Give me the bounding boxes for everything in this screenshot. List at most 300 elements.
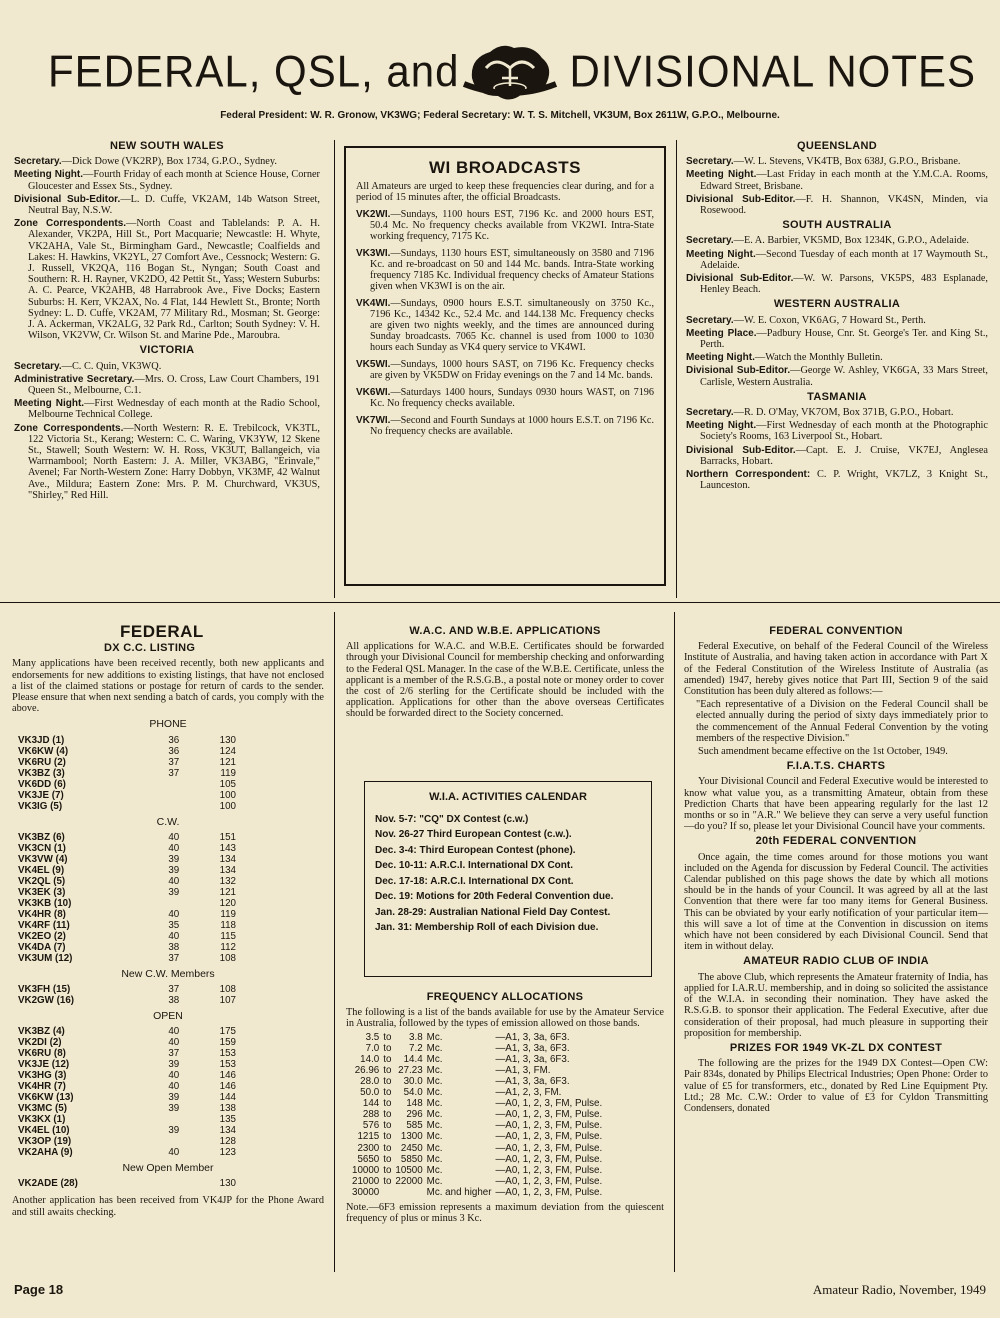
freq-heading: FREQUENCY ALLOCATIONS [426, 991, 584, 1003]
callsign-cell: VK4DA (7) [18, 941, 66, 953]
emission-cell: —A1, 3, 3a, 6F3. [495, 1053, 570, 1065]
wi-broadcasts-title: WI BROADCASTS [429, 158, 581, 177]
total-cell: 153 [219, 1059, 236, 1071]
freq-to-cell: 3.8 [409, 1031, 423, 1043]
countries-cell: 40 [168, 842, 180, 854]
total-cell: 119 [220, 908, 236, 920]
countries-cell: 35 [168, 919, 180, 931]
calendar-item: Nov. 5-7: "CQ" DX Contest (c.w.) [375, 813, 529, 825]
emission-cell: —A0, 1, 2, 3, FM, Pulse. [495, 1142, 603, 1154]
freq-from-cell: 10000 [352, 1164, 380, 1176]
total-cell: 134 [219, 864, 236, 876]
callsign-cell: VK2QL (5) [18, 875, 66, 887]
freq-unit-cell: Mc. [426, 1164, 443, 1176]
table-row [18, 1136, 236, 1147]
total-cell: 119 [220, 767, 236, 779]
callsign-cell: VK3OP (19) [18, 1136, 72, 1148]
table-row [18, 746, 236, 757]
countries-cell: 37 [168, 756, 180, 768]
freq-unit-cell: Mc. [426, 1031, 443, 1043]
table-row [350, 1043, 604, 1054]
countries-cell [122, 898, 179, 909]
total-cell: 123 [219, 1147, 236, 1159]
callsign-cell: VK3EK (3) [18, 886, 66, 898]
cw-heading: C.W. [156, 815, 180, 828]
freq-to-cell: 2450 [400, 1142, 423, 1154]
wac-text: All applications for W.A.C. and W.B.E. Certificates should be forwarded through your Divisional Council for membership checking and onforwarding to the Federal QSL Manager. In the case of the W.B.E. Certificate, unless the applicant is a member of the R.S.G.B., a postal note or money order to cover the cost of 2/6 sterling for the Certificate should be included with the application. Applications for other than the above overseas Certificates should be forwarded direct to the Society concerned. [346, 641, 664, 720]
table-row [350, 1165, 604, 1176]
wa-meeting: Meeting Night.—Watch the Monthly Bulletin. [686, 352, 883, 364]
freq-from-cell: 3.5 [365, 1031, 380, 1043]
freq-to-word: to [383, 1142, 392, 1154]
nsw-editor: Divisional Sub-Editor.—L. D. Cuffe, VK2AM, 14b Watson Street, Neutral Bay, N.S.W. [14, 193, 320, 217]
table-row [18, 1092, 236, 1103]
convention-p1: Federal Executive, on behalf of the Federal Council of the Wireless Institute of Australia, and having taken action in accordance with Part X of the Federal Constitution of the Wireless Institute of Australia (as amended) 1947, hereby gives notice that Part III, Section 9 of the said Constitution has been duly altered as follows:— [684, 641, 988, 698]
emission-cell: —A0, 1, 2, 3, FM, Pulse. [495, 1120, 603, 1132]
total-cell: 146 [219, 1070, 236, 1082]
countries-cell: 40 [168, 930, 180, 942]
table-row [350, 1076, 604, 1087]
open-listing-table [18, 1026, 236, 1158]
calendar-item: Jan. 28-29: Australian National Field Day Contest. [375, 906, 611, 918]
issue-line: Amateur Radio, November, 1949 [812, 1282, 986, 1297]
new-open-heading: New Open Member [122, 1162, 214, 1175]
freq-from-cell: 26.96 [354, 1064, 380, 1076]
total-cell: 134 [219, 1125, 236, 1137]
right-top-column [686, 137, 988, 493]
freq-from-cell: 14.0 [360, 1053, 380, 1065]
freq-from-cell: 576 [362, 1120, 380, 1132]
section-divider [0, 602, 1000, 603]
table-row [18, 768, 236, 779]
freq-from-cell: 288 [362, 1109, 380, 1121]
total-cell: 132 [219, 875, 236, 887]
table-row [350, 1087, 604, 1098]
nsw-zones: Zone Correspondents.—North Coast and Tablelands: P. A. H. Alexander, VK2PA, Hill St., Port Macquarie; Newcastle: H. Whyte, VK2AHA, Vale St., Birmingham Gard., Newcastle; Coalfields and Lakes: H. Hawkins, VK2YL, 27 Comfort Ave., Cessnock; Western: G. J. Russell, VK2QA, 116 Bogan St., Nyngan; South Coast and Southern: R. H. Rayner, VK2DO, 42 Pettit St., Yass; Western Suburbs: A. C. Pearce, VK2AHB, 48 Harrabrook Ave., Five Docks; Eastern Suburbs: H. Kerr, VK2AX, No. 4 Flat, 144 Hewlett St., Bronte; North Sydney: L. D. Cuffe, VK2AM, 77 Military Rd., Mosman; St. George: J. A. Ackerman, VK2ALG, 32 Park Rd., Carlton; South Sydney: V. H. Wilson, VK2VW, Cr. Wilson St. and Marine Pde., Maroubra. [14, 218, 320, 342]
callsign-cell: VK2EO (2) [18, 930, 66, 942]
wa-place: Meeting Place.—Padbury House, Cnr. St. George's Ter. and King St., Perth. [686, 327, 988, 351]
callsign-cell: VK3CN (1) [18, 842, 66, 854]
callsign-cell: VK6RU (8) [18, 1048, 66, 1060]
freq-unit-cell: Mc. [426, 1042, 443, 1054]
total-cell: 159 [219, 1037, 236, 1049]
freq-unit-cell: Mc. [426, 1109, 443, 1121]
freq-unit-cell: Mc. [426, 1120, 443, 1132]
sa-secretary: Secretary.—E. A. Barbier, VK5MD, Box 1234K, G.P.O., Adelaide. [686, 235, 969, 247]
nsw-secretary: Secretary.—Dick Dowe (VK2RP), Box 1734, G.P.O., Sydney. [14, 156, 277, 168]
convention-quote: "Each representative of a Division on the Federal Council shall be elected annually during the period of sixty days immediately prior to the commencement of the Annual Federal Convention by the voting members of the respective Division." [696, 699, 988, 744]
table-row [350, 1143, 604, 1154]
table-row [18, 1103, 236, 1114]
freq-to-cell: 14.4 [403, 1053, 423, 1065]
table-row [18, 931, 236, 942]
total-cell: 130 [219, 1178, 236, 1190]
countries-cell: 38 [168, 995, 180, 1007]
countries-cell: 37 [168, 767, 180, 779]
table-row [18, 1178, 236, 1189]
freq-to-word: to [383, 1064, 392, 1076]
table-row [350, 1098, 604, 1109]
vic-secretary: Secretary.—C. C. Quin, VK3WQ. [14, 360, 162, 372]
total-cell: 100 [219, 800, 236, 812]
freq-to-word: to [383, 1120, 392, 1132]
countries-cell: 37 [168, 984, 180, 996]
countries-cell [122, 801, 179, 812]
callsign-cell: VK2AHA (9) [18, 1147, 73, 1159]
total-cell: 107 [219, 995, 236, 1007]
table-row [18, 865, 236, 876]
freq-to-cell: 1300 [400, 1131, 423, 1143]
table-row [350, 1131, 604, 1142]
vic-admin: Administrative Secretary.—Mrs. O. Cross, Law Court Chambers, 191 Queen St., Melbourne, C.1. [14, 373, 320, 397]
countries-cell: 39 [168, 1092, 180, 1104]
table-row [18, 942, 236, 953]
table-row [18, 898, 236, 909]
table-row [18, 953, 236, 964]
calendar-item: Jan. 31: Membership Roll of each Division due. [375, 922, 599, 933]
callsign-cell: VK3VW (4) [18, 853, 68, 865]
table-row [18, 1026, 236, 1037]
phone-heading: PHONE [149, 718, 187, 731]
wi-broadcasts-intro: All Amateurs are urged to keep these frequencies clear during, and for a period of 15 minutes after, the official Broadcasts. [356, 181, 654, 203]
fiats-text: Your Divisional Council and Federal Executive would be interested to know what value you, as a transmitting Amateur, obtain from these Prediction Charts that have been appearing regularly for the last 12 months or so in "A.R." We believe they can serve a very useful function—do you? If so, please let your Divisional Council have your comments. [684, 776, 988, 833]
freq-to-word: to [383, 1087, 392, 1099]
table-row [18, 920, 236, 931]
countries-cell [122, 790, 179, 801]
total-cell: 105 [219, 778, 236, 790]
emission-cell: —A1, 3, 3a, 6F3. [495, 1031, 570, 1043]
calendar-item: Nov. 26-27 Third European Contest (c.w.). [375, 829, 572, 840]
broadcast-vk2wi: VK2WI.—Sundays, 1100 hours EST, 7196 Kc. and 2000 hours EST, 50.4 Mc. No frequency checks available from VK2WI. Intra-State working frequency, 7175 Kc. [356, 209, 654, 242]
callsign-cell: VK3MC (5) [18, 1103, 67, 1115]
qld-secretary: Secretary.—W. L. Stevens, VK4TB, Box 638J, G.P.O., Brisbane. [686, 156, 961, 168]
countries-cell: 39 [168, 886, 180, 898]
freq-to-cell: 585 [406, 1120, 423, 1132]
countries-cell: 40 [168, 1147, 180, 1159]
india-heading: AMATEUR RADIO CLUB OF INDIA [743, 955, 929, 968]
phone-listing-table [18, 735, 236, 812]
convention-p2: Such amendment became effective on the 1st October, 1949. [698, 746, 948, 758]
freq-to-word: to [383, 1131, 392, 1143]
conv20-heading: 20th FEDERAL CONVENTION [755, 835, 917, 848]
freq-from-cell: 7.0 [365, 1042, 380, 1054]
total-cell: 135 [219, 1114, 236, 1126]
emission-cell: —A1, 3, 3a, 6F3. [495, 1075, 570, 1087]
table-row [18, 1048, 236, 1059]
tas-meeting: Meeting Night.—First Wednesday of each month at the Photographic Society's Rooms, 163 Liverpool St., Hobart. [686, 420, 988, 443]
freq-from-cell: 30000 [352, 1186, 380, 1198]
total-cell: 121 [219, 756, 236, 768]
countries-cell: 40 [168, 1070, 180, 1082]
broadcast-vk5wi: VK5WI.—Sundays, 1000 hours SAST, on 7196 Kc. Frequency checks are given by VK5DW on Friday evenings on the 7 and 14 Mc. bands. [356, 359, 654, 381]
callsign-cell: VK3BZ (3) [18, 767, 65, 779]
countries-cell: 36 [168, 734, 180, 746]
table-row [18, 1125, 236, 1136]
wac-heading: W.A.C. AND W.B.E. APPLICATIONS [409, 625, 601, 637]
new-cw-heading: New C.W. Members [121, 967, 215, 980]
table-row [18, 790, 236, 801]
countries-cell: 36 [168, 745, 180, 757]
new-open-table [18, 1178, 236, 1189]
freq-unit-cell: Mc. [426, 1098, 443, 1110]
freq-to-word: to [383, 1153, 392, 1165]
tas-editor: Divisional Sub-Editor.—Capt. E. J. Cruise, VK7EJ, Anglesea Barracks, Hobart. [686, 444, 988, 467]
qld-meeting: Meeting Night.—Last Friday in each month at the Y.M.C.A. Rooms, Edward Street, Brisbane. [686, 169, 989, 192]
total-cell: 144 [219, 1092, 236, 1104]
qld-heading: QUEENSLAND [796, 140, 877, 152]
table-row [18, 735, 236, 746]
countries-cell: 40 [168, 908, 180, 920]
calendar-item: Dec. 10-11: A.R.C.I. International DX Cont. [375, 860, 573, 871]
freq-intro: The following is a list of the bands available for use by the Amateur Service in Australia, followed by the types of emission allowed on those bands. [346, 1007, 664, 1030]
table-row [18, 887, 236, 898]
callsign-cell: VK4EL (10) [18, 1125, 70, 1137]
callsign-cell: VK2DI (2) [18, 1037, 62, 1049]
freq-from-cell: 21000 [352, 1175, 380, 1187]
freq-from-cell: 1215 [357, 1131, 380, 1143]
column-rule-top-left [334, 140, 335, 598]
countries-cell: 39 [168, 1103, 180, 1115]
freq-to-cell: 7.2 [409, 1042, 423, 1054]
total-cell: 175 [219, 1026, 236, 1038]
total-cell: 108 [219, 952, 236, 964]
calendar-title: W.I.A. ACTIVITIES CALENDAR [429, 791, 587, 803]
callsign-cell: VK3JD (1) [18, 734, 65, 746]
callsign-cell: VK3BZ (6) [18, 831, 65, 843]
table-row [18, 1059, 236, 1070]
freq-unit-cell: Mc. and higher [426, 1186, 492, 1198]
callsign-cell: VK6KW (13) [18, 1092, 74, 1104]
federal-heading: FEDERAL [120, 622, 204, 641]
freq-unit-cell: Mc. [426, 1153, 443, 1165]
total-cell: 146 [219, 1081, 236, 1093]
total-cell: 134 [219, 853, 236, 865]
freq-unit-cell: Mc. [426, 1075, 443, 1087]
countries-cell: 39 [168, 1125, 180, 1137]
wia-emblem-icon [462, 38, 558, 108]
total-cell: 151 [219, 831, 236, 843]
broadcast-vk4wi: VK4WI.—Sundays, 0900 hours E.S.T. simultaneously on 3750 Kc., 7196 Kc., 14342 Kc., 52.4 Mc. and 144.138 Mc. Frequency checks are given two nights weekly, and the times are announced during Sunday broadcasts. 7065 Kc. channel is used from 1000 to 1030 hours each Sunday as VK4 query service to VK4WI. [356, 298, 654, 353]
table-row [18, 1147, 236, 1158]
table-row [18, 876, 236, 887]
total-cell: 138 [219, 1103, 236, 1115]
tas-northern: Northern Correspondent: C. P. Wright, VK7LZ, 3 Knight St., Launceston. [686, 469, 988, 492]
countries-cell: 37 [168, 952, 180, 964]
emission-cell: —A0, 1, 2, 3, FM, Pulse. [495, 1186, 603, 1198]
calendar-item: Dec. 3-4: Third European Contest (phone). [375, 844, 576, 856]
countries-cell: 39 [168, 853, 180, 865]
prizes-heading: PRIZES FOR 1949 VK-ZL DX CONTEST [729, 1041, 943, 1054]
emission-cell: —A0, 1, 2, 3, FM, Pulse. [495, 1131, 603, 1143]
masthead [14, 40, 986, 112]
callsign-cell: VK4RF (11) [18, 919, 70, 931]
freq-from-cell: 28.0 [360, 1075, 380, 1087]
freq-to-word: to [383, 1109, 392, 1121]
freq-to-cell: 10500 [395, 1164, 423, 1176]
tas-heading: TASMANIA [807, 390, 867, 403]
wa-editor: Divisional Sub-Editor.—George W. Ashley, VK6GA, 33 Mars Street, Carlisle, Western Australia. [686, 365, 988, 388]
total-cell: 100 [219, 789, 236, 801]
table-row [18, 1070, 236, 1081]
table-row [18, 995, 236, 1006]
callsign-cell: VK4EL (9) [18, 864, 65, 876]
table-row [350, 1154, 604, 1165]
freq-to-word: to [383, 1098, 392, 1110]
nsw-heading: NEW SOUTH WALES [110, 140, 224, 152]
callsign-cell: VK3KB (10) [18, 897, 72, 909]
callsign-cell: VK3JE (7) [18, 789, 64, 801]
table-row [18, 801, 236, 812]
calendar-item: Dec. 19: Motions for 20th Federal Convention due. [375, 891, 614, 902]
freq-from-cell: 50.0 [360, 1087, 380, 1099]
federal-column [12, 608, 324, 1220]
countries-cell [122, 779, 179, 790]
freq-to-cell: 22000 [395, 1175, 423, 1187]
callsign-cell: VK3HG (3) [18, 1070, 67, 1082]
freq-to-cell: 30.0 [403, 1075, 423, 1087]
callsign-cell: VK3IG (5) [18, 800, 63, 812]
countries-cell: 38 [168, 941, 180, 953]
callsign-cell: VK6KW (4) [18, 745, 69, 757]
table-row [18, 909, 236, 920]
sa-meeting: Meeting Night.—Second Tuesday of each month at 17 Waymouth St., Adelaide. [686, 248, 988, 271]
callsign-cell: VK3BZ (4) [18, 1026, 65, 1038]
total-cell: 120 [219, 897, 236, 909]
table-row [350, 1032, 604, 1043]
callsign-cell: VK3KX (1) [18, 1114, 66, 1126]
countries-cell: 40 [168, 875, 180, 887]
freq-unit-cell: Mc. [426, 1175, 443, 1187]
table-row [18, 757, 236, 768]
vic-heading: VICTORIA [139, 344, 195, 357]
callsign-cell: VK4HR (8) [18, 908, 66, 920]
cw-listing-table [18, 832, 236, 964]
countries-cell: 39 [168, 1059, 180, 1071]
table-row [350, 1109, 604, 1120]
freq-to-cell: 148 [406, 1098, 423, 1110]
total-cell: 121 [219, 886, 236, 898]
emission-cell: —A0, 1, 2, 3, FM, Pulse. [495, 1153, 603, 1165]
federal-officers-line: Federal President: W. R. Gronow, VK3WG; Federal Secretary: W. T. S. Mitchell, VK3UM, Box 2611W, G.P.O., Melbourne. [220, 110, 780, 121]
total-cell: 108 [219, 984, 236, 996]
right-bottom-column [684, 626, 988, 1116]
freq-to-word [381, 1187, 393, 1198]
broadcast-vk6wi: VK6WI.—Saturdays 1400 hours, Sundays 0930 hours WAST, on 7196 Kc. No frequency checks available. [356, 387, 654, 409]
emission-cell: —A0, 1, 2, 3, FM, Pulse. [495, 1164, 603, 1176]
activities-calendar-box [364, 781, 652, 977]
wi-broadcasts-box [344, 146, 666, 586]
freq-to-word: to [383, 1175, 392, 1187]
broadcast-vk7wi: VK7WI.—Second and Fourth Sundays at 1000 hours E.S.T. on 7196 Kc. No frequency checks are available. [356, 415, 654, 437]
table-row [350, 1187, 604, 1198]
emission-cell: —A1, 2, 3, FM. [495, 1087, 562, 1099]
freq-to-cell: 5850 [400, 1153, 423, 1165]
total-cell: 130 [219, 734, 236, 746]
table-row [18, 832, 236, 843]
freq-to-word: to [383, 1042, 392, 1054]
table-row [18, 843, 236, 854]
freq-note: Note.—6F3 emission represents a maximum deviation from the quiescent frequency of plus or minus 3 Kc. [346, 1202, 664, 1225]
countries-cell: 40 [168, 1026, 180, 1038]
table-row [18, 984, 236, 995]
total-cell: 118 [220, 919, 236, 931]
countries-cell [122, 1114, 179, 1125]
center-bottom-column [346, 626, 664, 722]
callsign-cell: VK4HR (7) [18, 1081, 66, 1093]
sa-heading: SOUTH AUSTRALIA [782, 219, 892, 232]
vic-zones: Zone Correspondents.—North Western: R. E. Trebilcock, VK3TL, 122 Victoria St., Kerang; Western: C. C. Waring, VK3YW, 12 Skene St., Stawell; South Western: W. H. Ross, VK3UT, Ballangeich, via Warrnambool; North Eastern: J. A. Miller, VK3ABG, "Erinvale," Avenel; Far North-Western Zone: Harry Dobbyn, VK3MF, 42 Walnut Ave., Mildura; Eastern Zone: Mrs. P. M. Churchward, VK3US, "Shirley," Red Hill. [14, 422, 320, 501]
table-row [350, 1120, 604, 1131]
freq-to-word: to [383, 1053, 392, 1065]
freq-unit-cell: Mc. [426, 1131, 443, 1143]
page-number: Page 18 [14, 1282, 64, 1297]
table-row [18, 779, 236, 790]
total-cell: 124 [219, 745, 236, 757]
column-rule-bottom-right [674, 612, 675, 1272]
freq-unit-cell: Mc. [426, 1064, 443, 1076]
wa-secretary: Secretary.—W. E. Coxon, VK6AG, 7 Howard St., Perth. [686, 314, 926, 326]
dxcc-closing: Another application has been received from VK4JP for the Phone Award and still awaits checking. [12, 1195, 324, 1218]
freq-from-cell: 2300 [357, 1142, 380, 1154]
freq-from-cell: 5650 [357, 1153, 380, 1165]
frequency-column [346, 992, 664, 1226]
vic-meeting: Meeting Night.—First Wednesday of each month at the Radio School, Melbourne Technical College. [14, 398, 320, 421]
callsign-cell: VK6RU (2) [18, 756, 66, 768]
wa-heading: WESTERN AUSTRALIA [773, 298, 901, 311]
freq-from-cell: 144 [362, 1098, 380, 1110]
table-row [18, 1114, 236, 1125]
table-row [18, 1037, 236, 1048]
total-cell: 153 [219, 1048, 236, 1060]
broadcast-vk3wi: VK3WI.—Sundays, 1130 hours EST, simultaneously on 3580 and 7196 Kc. and re-broadcast on 50 and 144 Mc. bands. Intra-State working frequency 7185 Kc. Individual frequency checks of Amateur Stations given when VK3WI is on the air. [356, 248, 654, 292]
freq-to-word: to [383, 1075, 392, 1087]
emission-cell: —A0, 1, 2, 3, FM, Pulse. [495, 1175, 603, 1187]
qld-editor: Divisional Sub-Editor.—F. H. Shannon, VK4SN, Minden, via Rosewood. [686, 193, 988, 217]
callsign-cell: VK3JE (12) [18, 1059, 70, 1071]
freq-to-word: to [383, 1164, 392, 1176]
fiats-heading: F.I.A.T.S. CHARTS [786, 760, 886, 773]
freq-to-cell: 27.23 [398, 1064, 423, 1076]
countries-cell: 40 [168, 1081, 180, 1093]
table-row [18, 1081, 236, 1092]
convention-heading: FEDERAL CONVENTION [769, 625, 903, 637]
tas-secretary: Secretary.—R. D. O'May, VK7OM, Box 371B, G.P.O., Hobart. [686, 407, 954, 419]
freq-to-cell [393, 1187, 424, 1198]
callsign-cell: VK3UM (12) [18, 952, 73, 964]
left-top-column [14, 137, 320, 503]
dxcc-heading: DX C.C. LISTING [104, 642, 196, 655]
total-cell: 112 [220, 941, 236, 953]
freq-to-word: to [383, 1031, 392, 1043]
nsw-meeting: Meeting Night.—Fourth Friday of each month at Science House, Corner Gloucester and Essex Sts., Sydney. [14, 169, 320, 192]
freq-unit-cell: Mc. [426, 1142, 443, 1154]
callsign-cell: VK2ADE (28) [18, 1178, 78, 1190]
conv20-text: Once again, the time comes around for those motions you want included on the Agenda for discussion by Federal Council. The activities Calendar published on this page shows the date by which all motions should be in the hands of your Council. It was agreed by all at the last Convention that there were far too many items for General Business. This can be obviated by your early notification of your particular item—this will save a lot of time at the Convention in discussion on items which have not been considered by each Divisional Council. Send that item in without delay. [684, 851, 988, 953]
table-row [350, 1176, 604, 1187]
table-row [350, 1054, 604, 1065]
countries-cell: 37 [168, 1048, 180, 1060]
callsign-cell: VK3FH (15) [18, 984, 71, 996]
prizes-text: The following are the prizes for the 1949 DX Contest—Open CW: Pair 834s, donated by Philips Electrical Industries; Open Phone: Order to value of £5 for transformers, etc., donated by Red Line Equipment Pty. Ltd.; 28 Mc. C.W.: Order to value of £3 for Cyldon Transmitting Condensers, donated [684, 1058, 988, 1114]
total-cell: 143 [219, 842, 236, 854]
emission-cell: —A1, 3, FM. [495, 1064, 551, 1076]
countries-cell [122, 1136, 179, 1147]
table-row [18, 854, 236, 865]
countries-cell: 40 [168, 1037, 180, 1049]
total-cell: 128 [219, 1136, 236, 1148]
sa-editor: Divisional Sub-Editor.—W. W. Parsons, VK5PS, 483 Esplanade, Henley Beach. [686, 273, 988, 296]
countries-cell: 39 [168, 864, 180, 876]
